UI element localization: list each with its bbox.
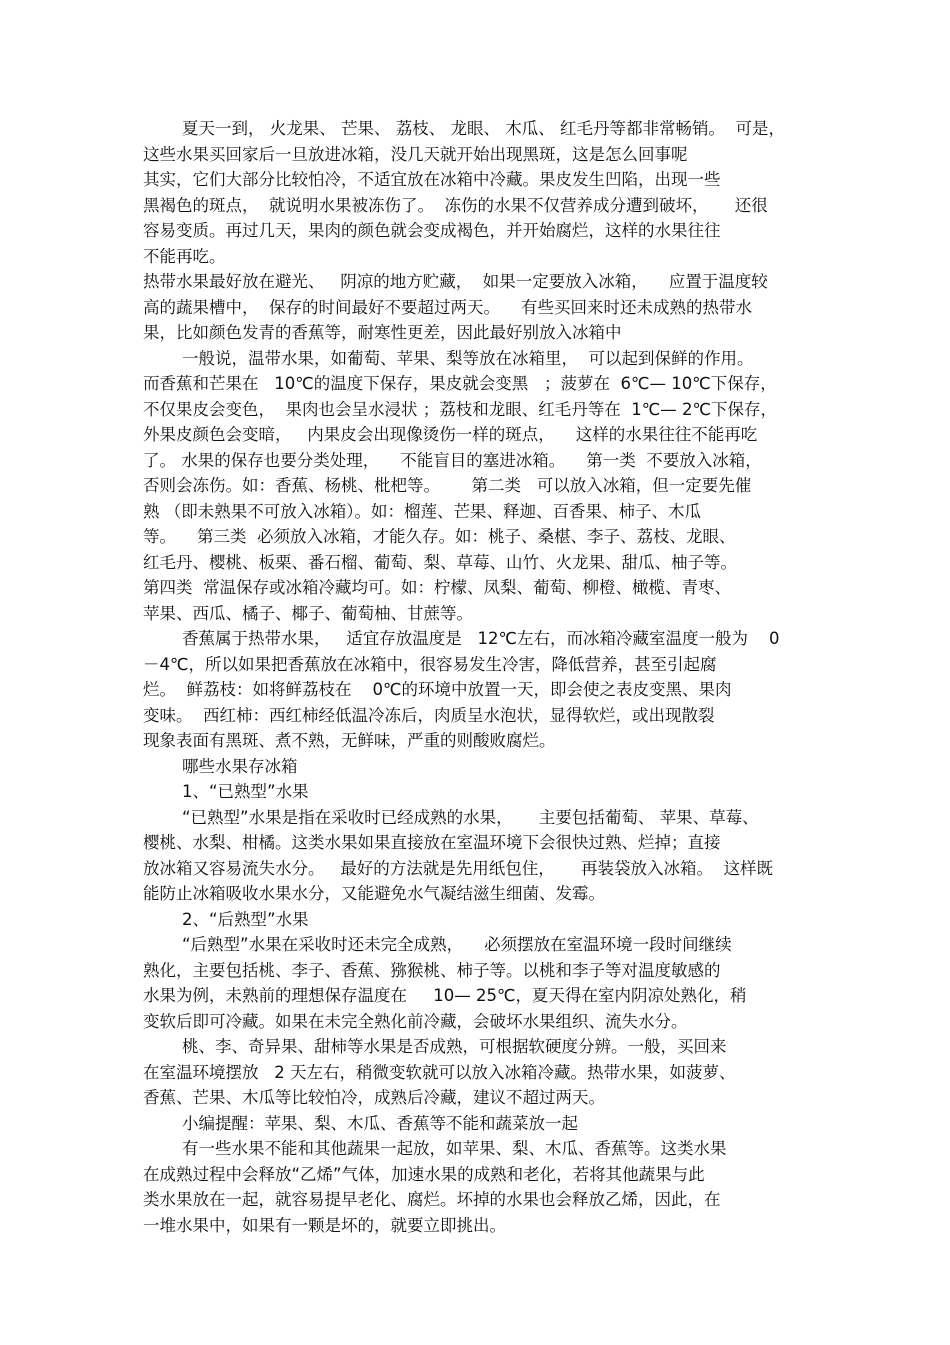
text-line: 一般说，温带水果，如葡萄、苹果、梨等放在冰箱里， 可以起到保鲜的作用。 (182, 349, 754, 368)
text-line: 容易变质。再过几天，果肉的颜色就会变成褐色，并开始腐烂，这样的水果往往 (143, 221, 721, 240)
text-line: 高的蔬果槽中， 保存的时间最好不要超过两天。 有些买回来时还未成熟的热带水 (143, 298, 752, 317)
text-line: 黑褐色的斑点， 就说明水果被冻伤了。 冻伤的水果不仅营养成分遭到破坏， 还很 (143, 196, 768, 215)
text-line: 烂。 鲜荔枝：如将鲜荔枝在 0℃的环境中放置一天，即会使之表皮变黑、果肉 (143, 680, 732, 699)
subsection-heading: 1、“已熟型”水果 (182, 782, 309, 801)
section-heading: 哪些水果存冰箱 (182, 757, 298, 776)
text-line: 一堆水果中，如果有一颗是坏的，就要立即挑出。 (143, 1216, 506, 1235)
text-line: “后熟型”水果在采收时还未完全成熟， 必须摆放在室温环境一段时间继续 (182, 935, 732, 954)
text-line: 这些水果买回家后一旦放进冰箱，没几天就开始出现黑斑，这是怎么回事呢 (143, 145, 688, 164)
text-line: 在成熟过程中会释放“乙烯”气体，加速水果的成熟和老化，若将其他蔬果与此 (143, 1165, 705, 1184)
text-line: 第四类 常温保存或冰箱冷藏均可。如：柠檬、凤梨、葡萄、柳橙、橄榄、青枣、 (143, 578, 731, 597)
text-line: 熟 （即未熟果不可放入冰箱）。如：榴莲、芒果、释迦、百香果、柿子、木瓜 (143, 502, 701, 521)
text-line: 夏天一到， 火龙果、 芒果、 荔枝、 龙眼、 木瓜、 红毛丹等都非常畅销。 可是， (182, 119, 785, 138)
text-line: 果，比如颜色发青的香蕉等，耐寒性更差，因此最好别放入冰箱中 (143, 323, 622, 342)
text-line: 桃、李、奇异果、甜柿等水果是否成熟，可根据软硬度分辨。一般，买回来 (182, 1037, 727, 1056)
reminder-heading: 小编提醒：苹果、梨、木瓜、香蕉等不能和蔬菜放一起 (182, 1114, 578, 1133)
text-line: 现象表面有黑斑、煮不熟，无鲜味，严重的则酸败腐烂。 (143, 731, 556, 750)
text-line: 了。 水果的保存也要分类处理， 不能盲目的塞进冰箱。 第一类 不要放入冰箱， (143, 451, 762, 470)
text-line: 香蕉、芒果、木瓜等比较怕冷，成熟后冷藏，建议不超过两天。 (143, 1088, 605, 1107)
text-line: 外果皮颜色会变暗， 内果皮会出现像烫伤一样的斑点， 这样的水果往往不能再吃 (143, 425, 758, 444)
text-line: 樱桃、水梨、柑橘。这类水果如果直接放在室温环境下会很快过熟、烂掉；直接 (143, 833, 721, 852)
text-line: 热带水果最好放在避光、 阴凉的地方贮藏， 如果一定要放入冰箱， 应置于温度较 (143, 272, 768, 291)
text-line: “已熟型”水果是指在采收时已经成熟的水果， 主要包括葡萄、 苹果、草莓、 (182, 808, 759, 827)
text-line: 变软后即可冷藏。如果在未完全熟化前冷藏，会破坏水果组织、流失水分。 (143, 1012, 688, 1031)
text-line: 其实，它们大部分比较怕冷，不适宜放在冰箱中冷藏。果皮发生凹陷，出现一些 (143, 170, 721, 189)
text-line: 类水果放在一起，就容易提早老化、腐烂。坏掉的水果也会释放乙烯，因此，在 (143, 1190, 721, 1209)
text-line: 熟化，主要包括桃、李子、香蕉、猕猴桃、柿子等。以桃和李子等对温度敏感的 (143, 961, 721, 980)
text-line: 放冰箱又容易流失水分。 最好的方法就是先用纸包住， 再装袋放入冰箱。 这样既 (143, 859, 773, 878)
text-line: 变味。 西红柿：西红柿经低温冷冻后，肉质呈水泡状，显得软烂，或出现散裂 (143, 706, 715, 725)
text-line: 不仅果皮会变色， 果肉也会呈水浸状 ；荔枝和龙眼、红毛丹等在 1℃— 2℃下保存， (143, 400, 778, 419)
text-line: 红毛丹、樱桃、板栗、番石榴、葡萄、梨、草莓、山竹、火龙果、甜瓜、柚子等。 (143, 553, 737, 572)
text-line: 等。 第三类 必须放入冰箱，才能久存。如：桃子、桑椹、李子、荔枝、龙眼、 (143, 527, 736, 546)
text-line: －4℃，所以如果把香蕉放在冰箱中，很容易发生冷害，降低营养，甚至引起腐 (143, 655, 717, 674)
text-line: 有一些水果不能和其他蔬果一起放，如苹果、梨、木瓜、香蕉等。这类水果 (182, 1139, 727, 1158)
text-line: 香蕉属于热带水果， 适宜存放温度是 12℃左右，而冰箱冷藏室温度一般为 0 (182, 629, 780, 648)
subsection-heading: 2、“后熟型”水果 (182, 910, 309, 929)
text-line: 不能再吃。 (143, 247, 226, 266)
text-line: 苹果、西瓜、橘子、椰子、葡萄柚、甘蔗等。 (143, 604, 473, 623)
text-line: 能防止冰箱吸收水果水分，又能避免水气凝结滋生细菌、发霉。 (143, 884, 605, 903)
text-line: 而香蕉和芒果在 10℃的温度下保存，果皮就会变黑 ；菠萝在 6℃— 10℃下保存， (143, 374, 777, 393)
text-line: 水果为例，未熟前的理想保存温度在 10— 25℃，夏天得在室内阴凉处熟化，稍 (143, 986, 747, 1005)
text-line: 否则会冻伤。如：香蕉、杨桃、枇杷等。 第二类 可以放入冰箱，但一定要先催 (143, 476, 752, 495)
text-line: 在室温环境摆放 2 天左右，稍微变软就可以放入冰箱冷藏。热带水果，如菠萝、 (143, 1063, 736, 1082)
